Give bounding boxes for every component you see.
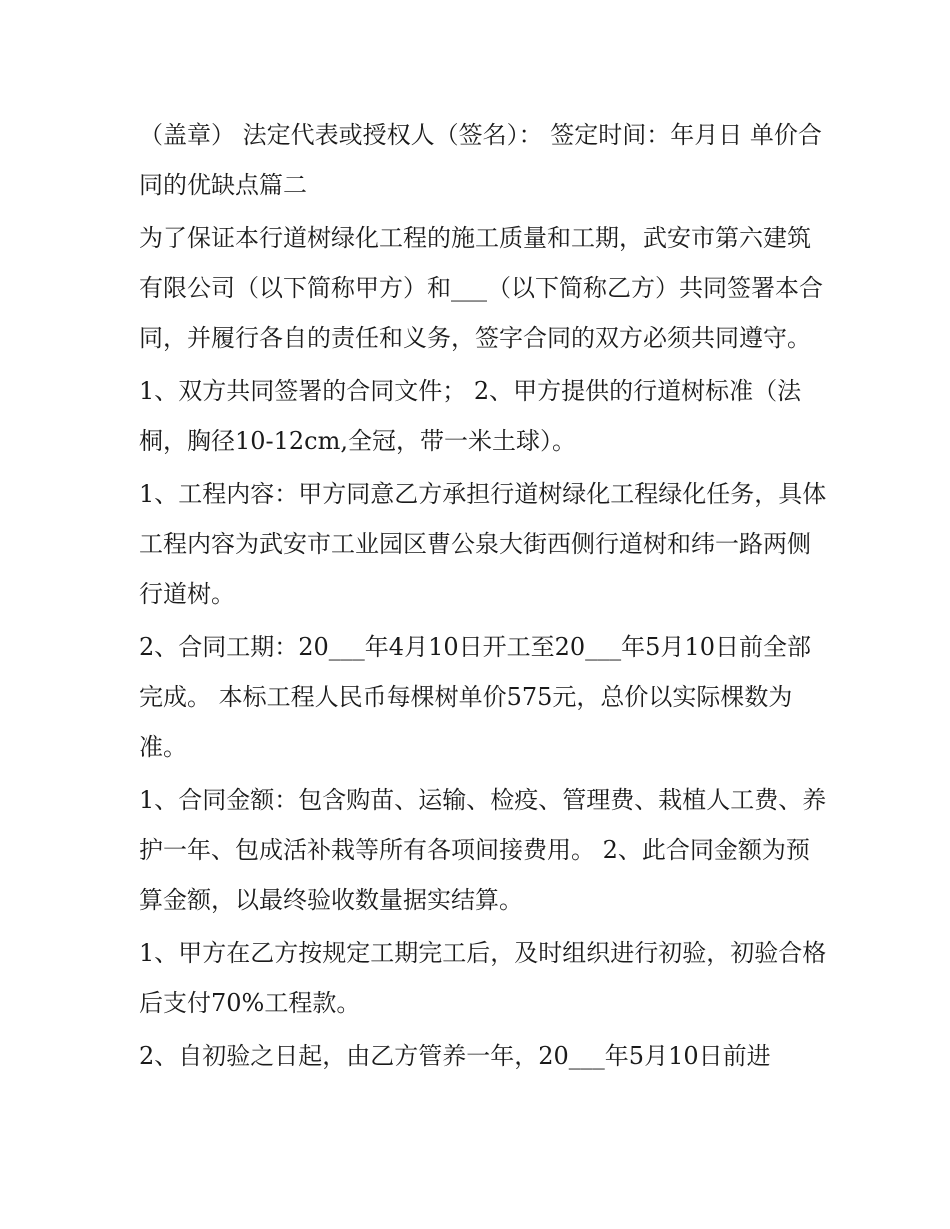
paragraph-contract-documents: 1、双方共同签署的合同文件； 2、甲方提供的行道树标准（法桐，胸径10-12cm,全冠，带一米土球）。	[139, 377, 802, 455]
paragraph-maintenance: 2、自初验之日起，由乙方管养一年，20___年5月10日前进	[139, 1042, 771, 1070]
paragraph-initial-acceptance: 1、甲方在乙方按规定工期完工后，及时组织进行初验，初验合格后支付70%工程款。	[139, 939, 827, 1017]
paragraph-work-content: 1、工程内容：甲方同意乙方承担行道树绿化工程绿化任务，具体工程内容为武安市工业园区曹公泉大街西侧行道树和纬一路两侧行道树。	[139, 480, 827, 608]
paragraph-purpose: 为了保证本行道树绿化工程的施工质量和工期，武安市第六建筑有限公司（以下简称甲方）和___（以下简称乙方）共同签署本合同，并履行各自的责任和义务，签字合同的双方必须共同遵守。	[139, 224, 823, 352]
paragraph-signature-and-heading: （盖章） 法定代表或授权人（签名）： 签定时间：年月日 单价合同的优缺点篇二	[139, 121, 822, 199]
document-body	[139, 110, 829, 1084]
paragraph-contract-amount: 1、合同金额：包含购苗、运输、检疫、管理费、栽植人工费、养护一年、包成活补栽等所有各项间接费用。 2、此合同金额为预算金额，以最终验收数量据实结算。	[139, 786, 827, 914]
paragraph-contract-period: 2、合同工期：20___年4月10日开工至20___年5月10日前全部完成。 本标工程人民币每棵树单价575元，总价以实际棵数为准。	[139, 633, 811, 761]
